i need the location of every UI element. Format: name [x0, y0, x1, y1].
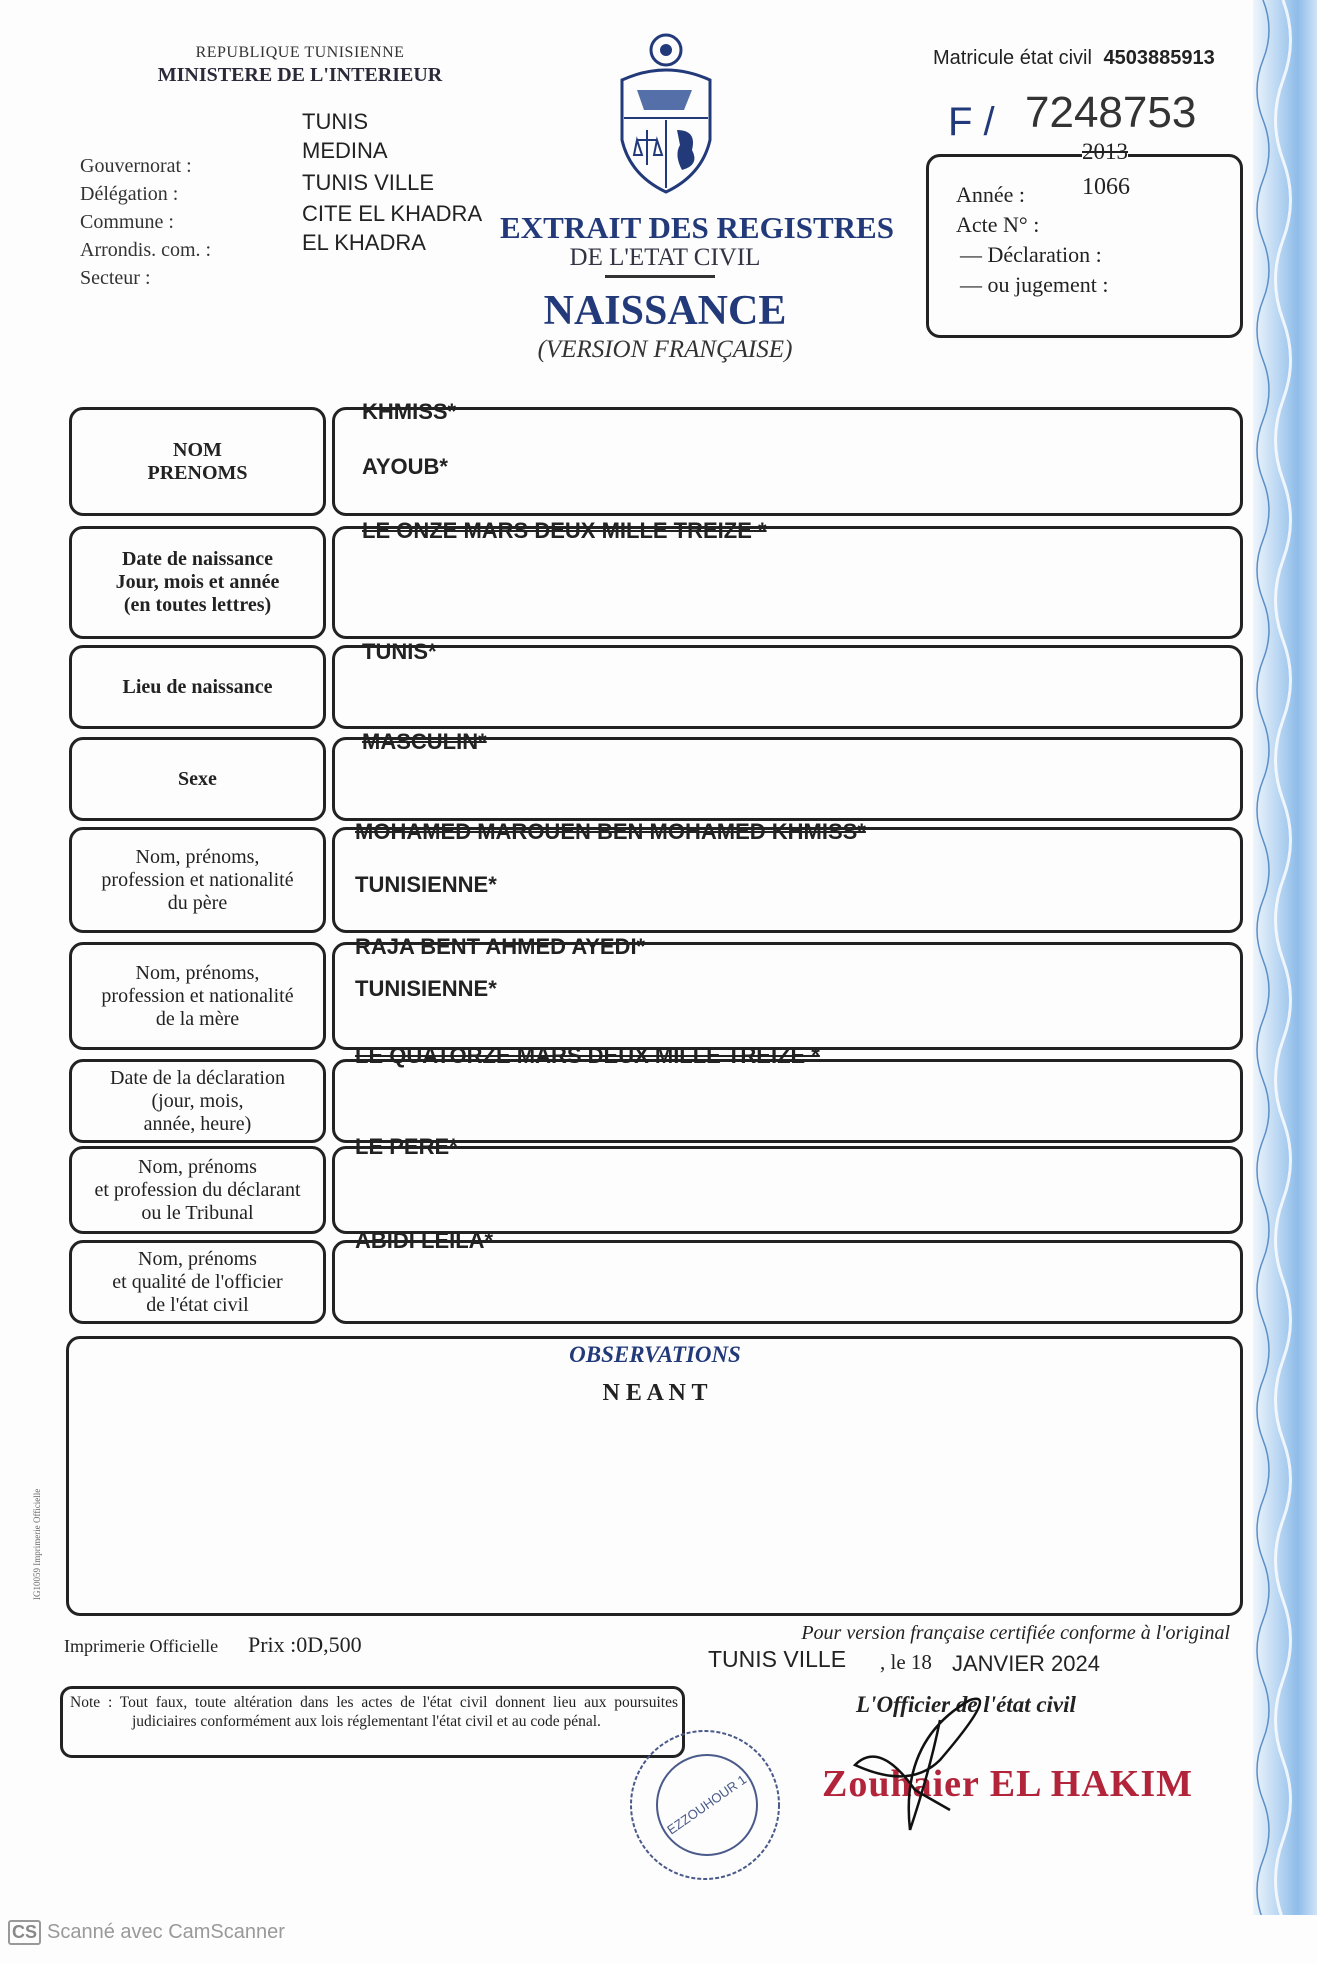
- row-label-birth-date: Date de naissance Jour, mois et année (en toutes lettres): [69, 526, 326, 639]
- acte-number-value: 1066: [1082, 174, 1130, 200]
- row-label-birth-place: Lieu de naissance: [69, 645, 326, 729]
- location-labels: [80, 152, 211, 292]
- observations-label: OBSERVATIONS: [569, 1342, 741, 1367]
- date-month-year: JANVIER 2024: [952, 1651, 1100, 1676]
- label-gouvernorat: Gouvernorat :: [80, 155, 192, 177]
- value-arrondissement: CITE EL KHADRA: [302, 201, 483, 226]
- coat-of-arms-icon: [612, 30, 720, 195]
- legal-note: Note : Tout faux, toute altération dans les actes de l'état civil donnent lieu aux poursuites judiciaires conformément aux lois réglementant l'état civil et au code pénal.: [70, 1694, 678, 1730]
- row-value-sex-0: MASCULIN*: [362, 729, 487, 754]
- annee-label: Année :: [956, 182, 1026, 207]
- observations-value: N E A N T: [602, 1380, 708, 1406]
- row-value-officer-0: ABIDI LEILA*: [355, 1228, 494, 1253]
- place: TUNIS VILLE: [708, 1646, 847, 1672]
- row-label-declarant: Nom, prénoms et profession du déclarant ou le Tribunal: [69, 1146, 326, 1234]
- row-value-mother-1: TUNISIENNE*: [355, 976, 497, 1001]
- scanner-text: Scanné avec CamScanner: [47, 1921, 285, 1943]
- title-line2: DE L'ETAT CIVIL: [569, 244, 761, 271]
- row-value-name-0: KHMISS*: [362, 399, 457, 424]
- certified-text: Pour version française certifiée conforme à l'original: [801, 1622, 1230, 1644]
- label-secteur: Secteur :: [80, 267, 151, 289]
- serial-number: 7248753: [1025, 88, 1197, 137]
- row-value-name-1: AYOUB*: [362, 454, 448, 479]
- row-value-declaration-date-0: LE QUATORZE MARS DEUX MILLE TREIZE *: [355, 1043, 820, 1068]
- matricule-label: Matricule état civil: [933, 47, 1092, 69]
- row-label-father: Nom, prénoms, profession et nationalité du père: [69, 827, 326, 933]
- value-commune: TUNIS VILLE: [302, 170, 435, 195]
- row-value-declarant-0: LE PERE*: [355, 1134, 458, 1159]
- date-day: , le 18: [880, 1650, 932, 1674]
- row-value-birth-date-0: LE ONZE MARS DEUX MILLE TREIZE *: [362, 518, 767, 543]
- serial-prefix: F /: [948, 100, 995, 144]
- declaration-label: — Déclaration :: [960, 242, 1102, 267]
- title-divider: [605, 275, 715, 278]
- location-values: [302, 107, 482, 257]
- row-value-box-birth-place: [332, 645, 1243, 729]
- officer-title: L'Officier de l'état civil: [856, 1692, 1076, 1717]
- row-label-declaration-date: Date de la déclaration (jour, mois, année, heure): [69, 1059, 326, 1143]
- ministry-heading: MINISTERE DE L'INTERIEUR: [157, 64, 443, 86]
- row-value-mother-0: RAJA BENT AHMED AYEDI*: [355, 934, 646, 959]
- value-secteur: EL KHADRA: [302, 230, 426, 255]
- row-value-box-declaration-date: [332, 1059, 1243, 1143]
- acte-year-value: 2013: [1082, 139, 1128, 164]
- row-value-box-declarant: [332, 1146, 1243, 1234]
- camscanner-logo-icon: CS: [8, 1920, 41, 1945]
- acte-number-label: Acte N° :: [956, 212, 1040, 237]
- document-type-title: NAISSANCE: [543, 288, 787, 334]
- jugement-label: — ou jugement :: [960, 272, 1109, 297]
- value-delegation: MEDINA: [302, 138, 388, 163]
- row-value-father-1: TUNISIENNE*: [355, 872, 497, 897]
- row-value-box-name: [332, 407, 1243, 516]
- printer-label: Imprimerie Officielle: [64, 1636, 219, 1656]
- officer-name-stamp: Zouhaier EL HAKIM: [822, 1763, 1194, 1805]
- row-label-name: NOM PRENOMS: [69, 407, 326, 516]
- observations-box: [66, 1336, 1243, 1616]
- republic-heading: REPUBLIQUE TUNISIENNE: [195, 44, 405, 61]
- side-print-code: IG10059 Imprimerie Officielle: [32, 1488, 42, 1600]
- row-value-father-0: MOHAMED MAROUEN BEN MOHAMED KHMISS*: [355, 819, 866, 844]
- version-subtitle: (VERSION FRANÇAISE): [537, 336, 793, 363]
- wave-pattern-icon: [1253, 0, 1317, 1915]
- signature-icon: [840, 1680, 1020, 1860]
- label-commune: Commune :: [80, 211, 174, 233]
- decorative-border: [1253, 0, 1317, 1915]
- scanner-watermark: [8, 1920, 285, 1945]
- matricule: [933, 47, 1215, 70]
- price: Prix :0D,500: [248, 1632, 362, 1657]
- stamp-text: EZZOUHOUR 1: [664, 1771, 750, 1838]
- row-label-sex: Sexe: [69, 737, 326, 821]
- row-label-officer: Nom, prénoms et qualité de l'officier de l'état civil: [69, 1240, 326, 1324]
- value-gouvernorat: TUNIS: [302, 109, 368, 134]
- label-arrondissement: Arrondis. com. :: [80, 239, 212, 261]
- row-label-mother: Nom, prénoms, profession et nationalité de la mère: [69, 942, 326, 1050]
- label-delegation: Délégation :: [80, 183, 179, 205]
- title-line1: EXTRAIT DES REGISTRES: [500, 210, 894, 245]
- matricule-value: 4503885913: [1103, 47, 1215, 69]
- official-stamp-icon: [625, 1725, 785, 1885]
- row-value-birth-place-0: TUNIS*: [362, 639, 437, 664]
